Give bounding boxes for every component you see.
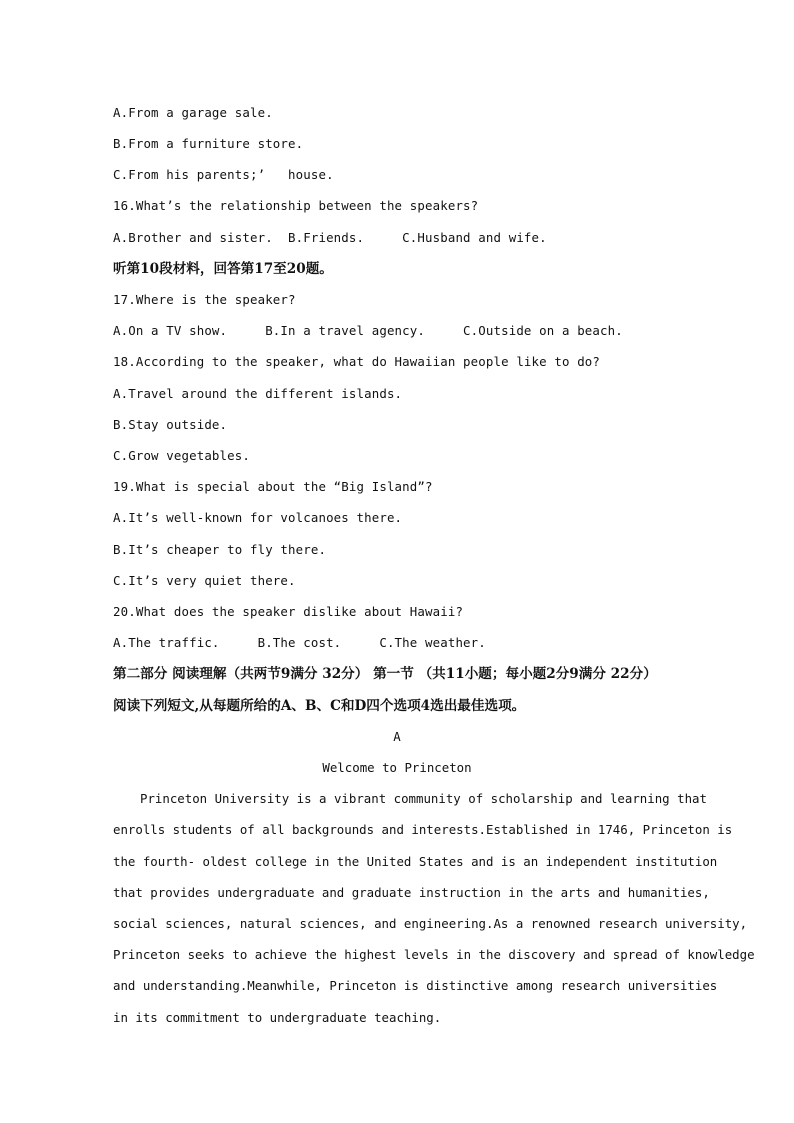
- q19-option-a: A.It’s well-known for volcanoes there.: [113, 510, 403, 525]
- q15-option-c: C.From his parents;’ house.: [113, 167, 334, 182]
- q18-option-a: A.Travel around the different islands.: [113, 386, 403, 401]
- q20-question: 20.What does the speaker dislike about Hawaii?: [113, 604, 464, 619]
- q18-option-b: B.Stay outside.: [113, 417, 228, 432]
- passage-line: the fourth- oldest college in the United States and is an independent institution: [113, 854, 718, 869]
- q19-question: 19.What is special about the “Big Island”?: [113, 479, 433, 494]
- q18-option-c: C.Grow vegetables.: [113, 448, 250, 463]
- reading-instructions: 阅读下列短文,从每题所给的A、B、C和D四个选项4选出最佳选项。: [113, 698, 526, 714]
- q16-options: A.Brother and sister. B.Friends. C.Husband and wife.: [113, 230, 547, 245]
- passage-line: social sciences, natural sciences, and engineering.As a renowned research university,: [113, 916, 748, 931]
- part-two-heading: 第二部分 阅读理解（共两节9满分 32分） 第一节 （共11小题；每小题2分9满分 22分）: [113, 666, 657, 682]
- q17-question: 17.Where is the speaker?: [113, 292, 296, 307]
- q15-option-a: A.From a garage sale.: [113, 105, 273, 120]
- passage-title: Welcome to Princeton: [322, 760, 472, 775]
- passage-line: and understanding.Meanwhile, Princeton is distinctive among research universities: [113, 978, 718, 993]
- q19-option-b: B.It’s cheaper to fly there.: [113, 542, 327, 557]
- q17-options: A.On a TV show. B.In a travel agency. C.Outside on a beach.: [113, 323, 623, 338]
- q19-option-c: C.It’s very quiet there.: [113, 573, 296, 588]
- q20-options: A.The traffic. B.The cost. C.The weather.: [113, 635, 486, 650]
- passage-line: in its commitment to undergraduate teaching.: [113, 1010, 442, 1025]
- passage-line: Princeton University is a vibrant community of scholarship and learning that: [140, 791, 707, 806]
- section-10-heading: 听第10段材料，回答第17至20题。: [113, 261, 333, 277]
- q16-question: 16.What’s the relationship between the speakers?: [113, 198, 479, 213]
- passage-line: enrolls students of all backgrounds and interests.Established in 1746, Princeton is: [113, 822, 733, 837]
- q18-question: 18.According to the speaker, what do Hawaiian people like to do?: [113, 354, 601, 369]
- q15-option-b: B.From a furniture store.: [113, 136, 304, 151]
- passage-line: that provides undergraduate and graduate instruction in the arts and humanities,: [113, 885, 710, 900]
- passage-letter: A: [393, 729, 401, 744]
- passage-line: Princeton seeks to achieve the highest levels in the discovery and spread of knowledge: [113, 947, 755, 962]
